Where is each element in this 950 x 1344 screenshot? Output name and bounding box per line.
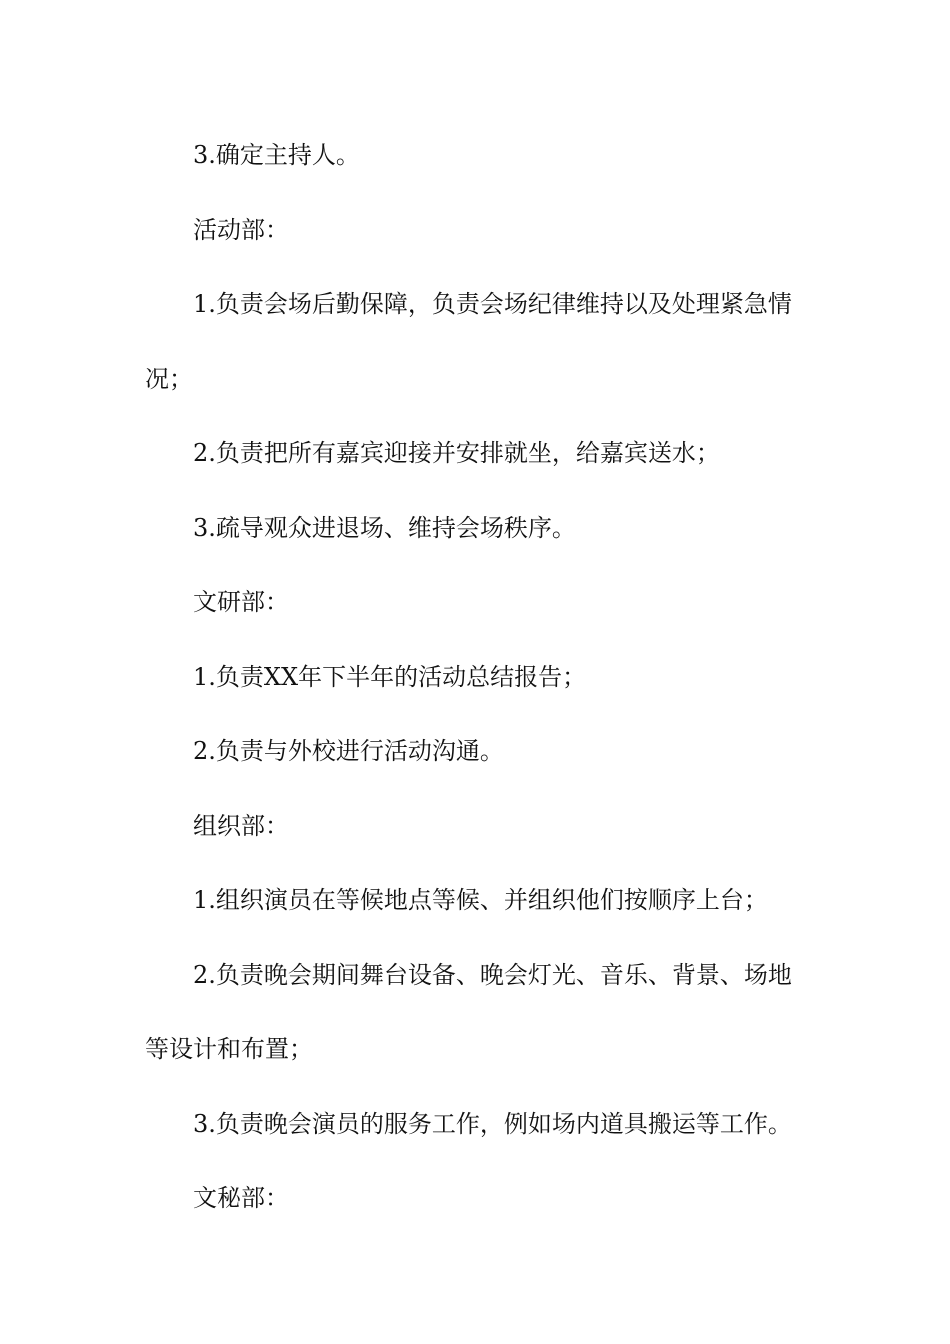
paragraph: 3.疏导观众进退场、维持会场秩序。 [193, 513, 576, 542]
section-heading: 文秘部： [193, 1184, 289, 1212]
paragraph: 1.负责会场后勤保障，负责会场纪律维持以及处理紧急情况； [145, 290, 792, 393]
paragraph: 2.负责晚会期间舞台设备、晚会灯光、音乐、背景、场地等设计和布置； [145, 960, 792, 1063]
paragraph: 2.负责把所有嘉宾迎接并安排就坐，给嘉宾送水； [193, 439, 720, 467]
paragraph: 3.负责晚会演员的服务工作，例如场内道具搬运等工作。 [193, 1109, 792, 1138]
section-heading: 组织部： [193, 811, 289, 840]
paragraph: 2.负责与外校进行活动沟通。 [193, 737, 504, 765]
section-heading: 文研部： [193, 588, 289, 616]
paragraph: 3.确定主持人。 [193, 141, 360, 169]
section-heading: 活动部： [193, 215, 289, 244]
document-body [145, 118, 810, 1236]
paragraph: 1.组织演员在等候地点等候、并组织他们按顺序上台； [193, 886, 768, 914]
paragraph: 1.负责XX年下半年的活动总结报告； [193, 662, 587, 691]
